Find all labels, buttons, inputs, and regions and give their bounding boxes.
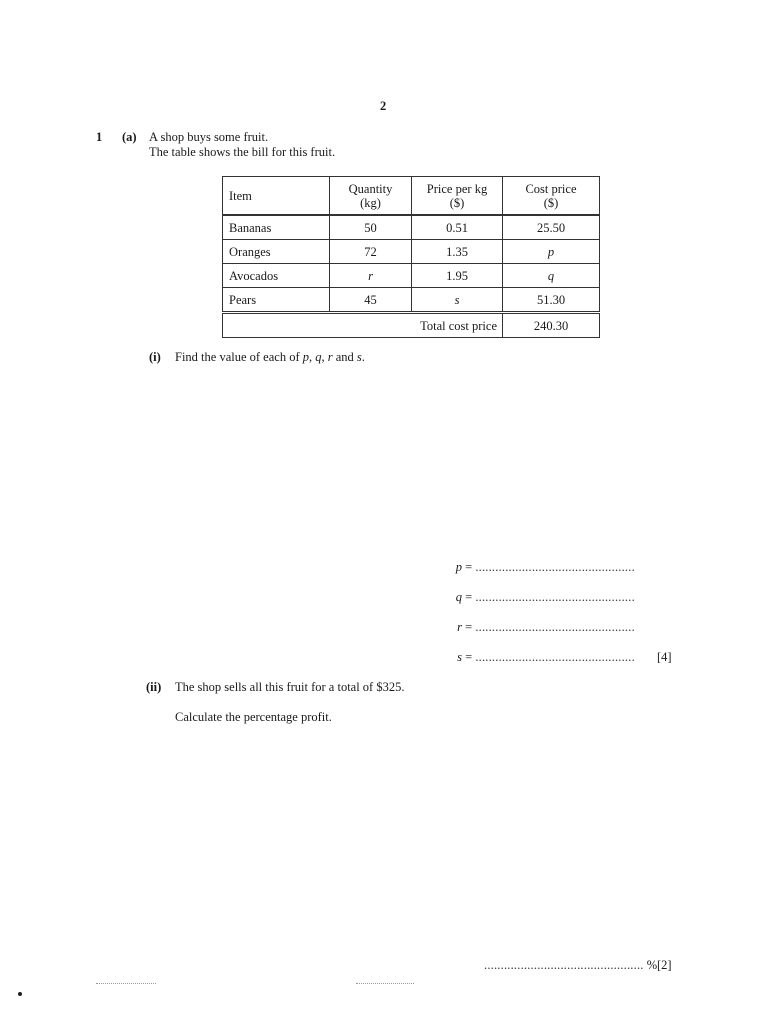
table-row xyxy=(223,288,600,313)
cell-item: Bananas xyxy=(223,215,330,240)
answer-line-q[interactable] xyxy=(442,590,635,605)
part-ii-label: (ii) xyxy=(146,680,162,694)
answer-equals: = xyxy=(462,650,476,664)
percent-unit: % xyxy=(646,958,658,972)
answer-dots: ................................................ xyxy=(475,620,635,634)
final-answer-dots: ................................................ xyxy=(484,958,644,972)
cell-price: 1.35 xyxy=(412,240,503,264)
table-row xyxy=(223,215,600,240)
cell-quantity: r xyxy=(330,264,412,288)
separator: . xyxy=(361,350,365,364)
answer-var-p: p xyxy=(455,560,462,574)
var-q: q xyxy=(315,350,322,364)
marks-part-ii: [2] xyxy=(657,958,672,972)
separator: , xyxy=(321,350,328,364)
table-total-row xyxy=(223,313,600,338)
header-price-per-kg: Price per kg ($) xyxy=(412,177,503,216)
answer-dots: ................................................ xyxy=(475,650,635,664)
part-i-prefix: Find the value of each of xyxy=(175,350,303,364)
answer-dots: ................................................ xyxy=(475,590,635,604)
answer-line-s[interactable] xyxy=(442,650,635,665)
var-s: s xyxy=(356,350,362,364)
part-a-line-2: The table shows the bill for this fruit. xyxy=(149,145,336,159)
var-p: p xyxy=(302,350,309,364)
separator: , xyxy=(308,350,316,364)
cell-quantity: 50 xyxy=(330,215,412,240)
header-quantity: Quantity (kg) xyxy=(330,177,412,216)
cell-cost: p xyxy=(503,240,600,264)
part-i-label: (i) xyxy=(149,350,161,364)
answer-var-s: s xyxy=(457,650,462,664)
answer-dots: ................................................ xyxy=(475,560,635,574)
table-row xyxy=(223,240,600,264)
answer-equals: = xyxy=(462,590,476,604)
part-i-text xyxy=(175,350,365,365)
cell-item: Oranges xyxy=(223,240,330,264)
cell-item: Avocados xyxy=(223,264,330,288)
answer-equals: = xyxy=(462,620,476,634)
fruit-bill-table xyxy=(222,176,600,338)
cell-quantity: 45 xyxy=(330,288,412,313)
table-header-row xyxy=(223,177,600,216)
table-row xyxy=(223,264,600,288)
page-number: 2 xyxy=(380,99,387,113)
part-ii-line-1: The shop sells all this fruit for a total of $325. xyxy=(175,680,405,694)
part-ii-line-2: Calculate the percentage profit. xyxy=(175,710,332,724)
answer-var-q: q xyxy=(455,590,462,604)
answer-equals: = xyxy=(462,560,476,574)
cell-cost: q xyxy=(503,264,600,288)
total-cost-label: Total cost price xyxy=(223,313,503,338)
cell-price: 1.95 xyxy=(412,264,503,288)
corner-dot xyxy=(18,992,22,996)
var-r: r xyxy=(327,350,333,364)
header-item: Item xyxy=(223,177,330,216)
final-answer-line[interactable] xyxy=(484,958,657,973)
answer-line-r[interactable] xyxy=(442,620,635,635)
cell-price: s xyxy=(412,288,503,313)
cell-cost: 51.30 xyxy=(503,288,600,313)
separator: and xyxy=(332,350,357,364)
cell-price: 0.51 xyxy=(412,215,503,240)
answer-var-r: r xyxy=(457,620,462,634)
cell-quantity: 72 xyxy=(330,240,412,264)
header-cost-price: Cost price ($) xyxy=(503,177,600,216)
footer-divider-left xyxy=(96,983,156,984)
total-cost-value: 240.30 xyxy=(503,313,600,338)
part-a-line-1: A shop buys some fruit. xyxy=(149,130,269,144)
footer-divider-right xyxy=(356,983,414,984)
part-a-label: (a) xyxy=(122,130,137,144)
question-number: 1 xyxy=(96,130,103,144)
cell-item: Pears xyxy=(223,288,330,313)
marks-part-i: [4] xyxy=(657,650,672,664)
cell-cost: 25.50 xyxy=(503,215,600,240)
answer-line-p[interactable] xyxy=(442,560,635,575)
